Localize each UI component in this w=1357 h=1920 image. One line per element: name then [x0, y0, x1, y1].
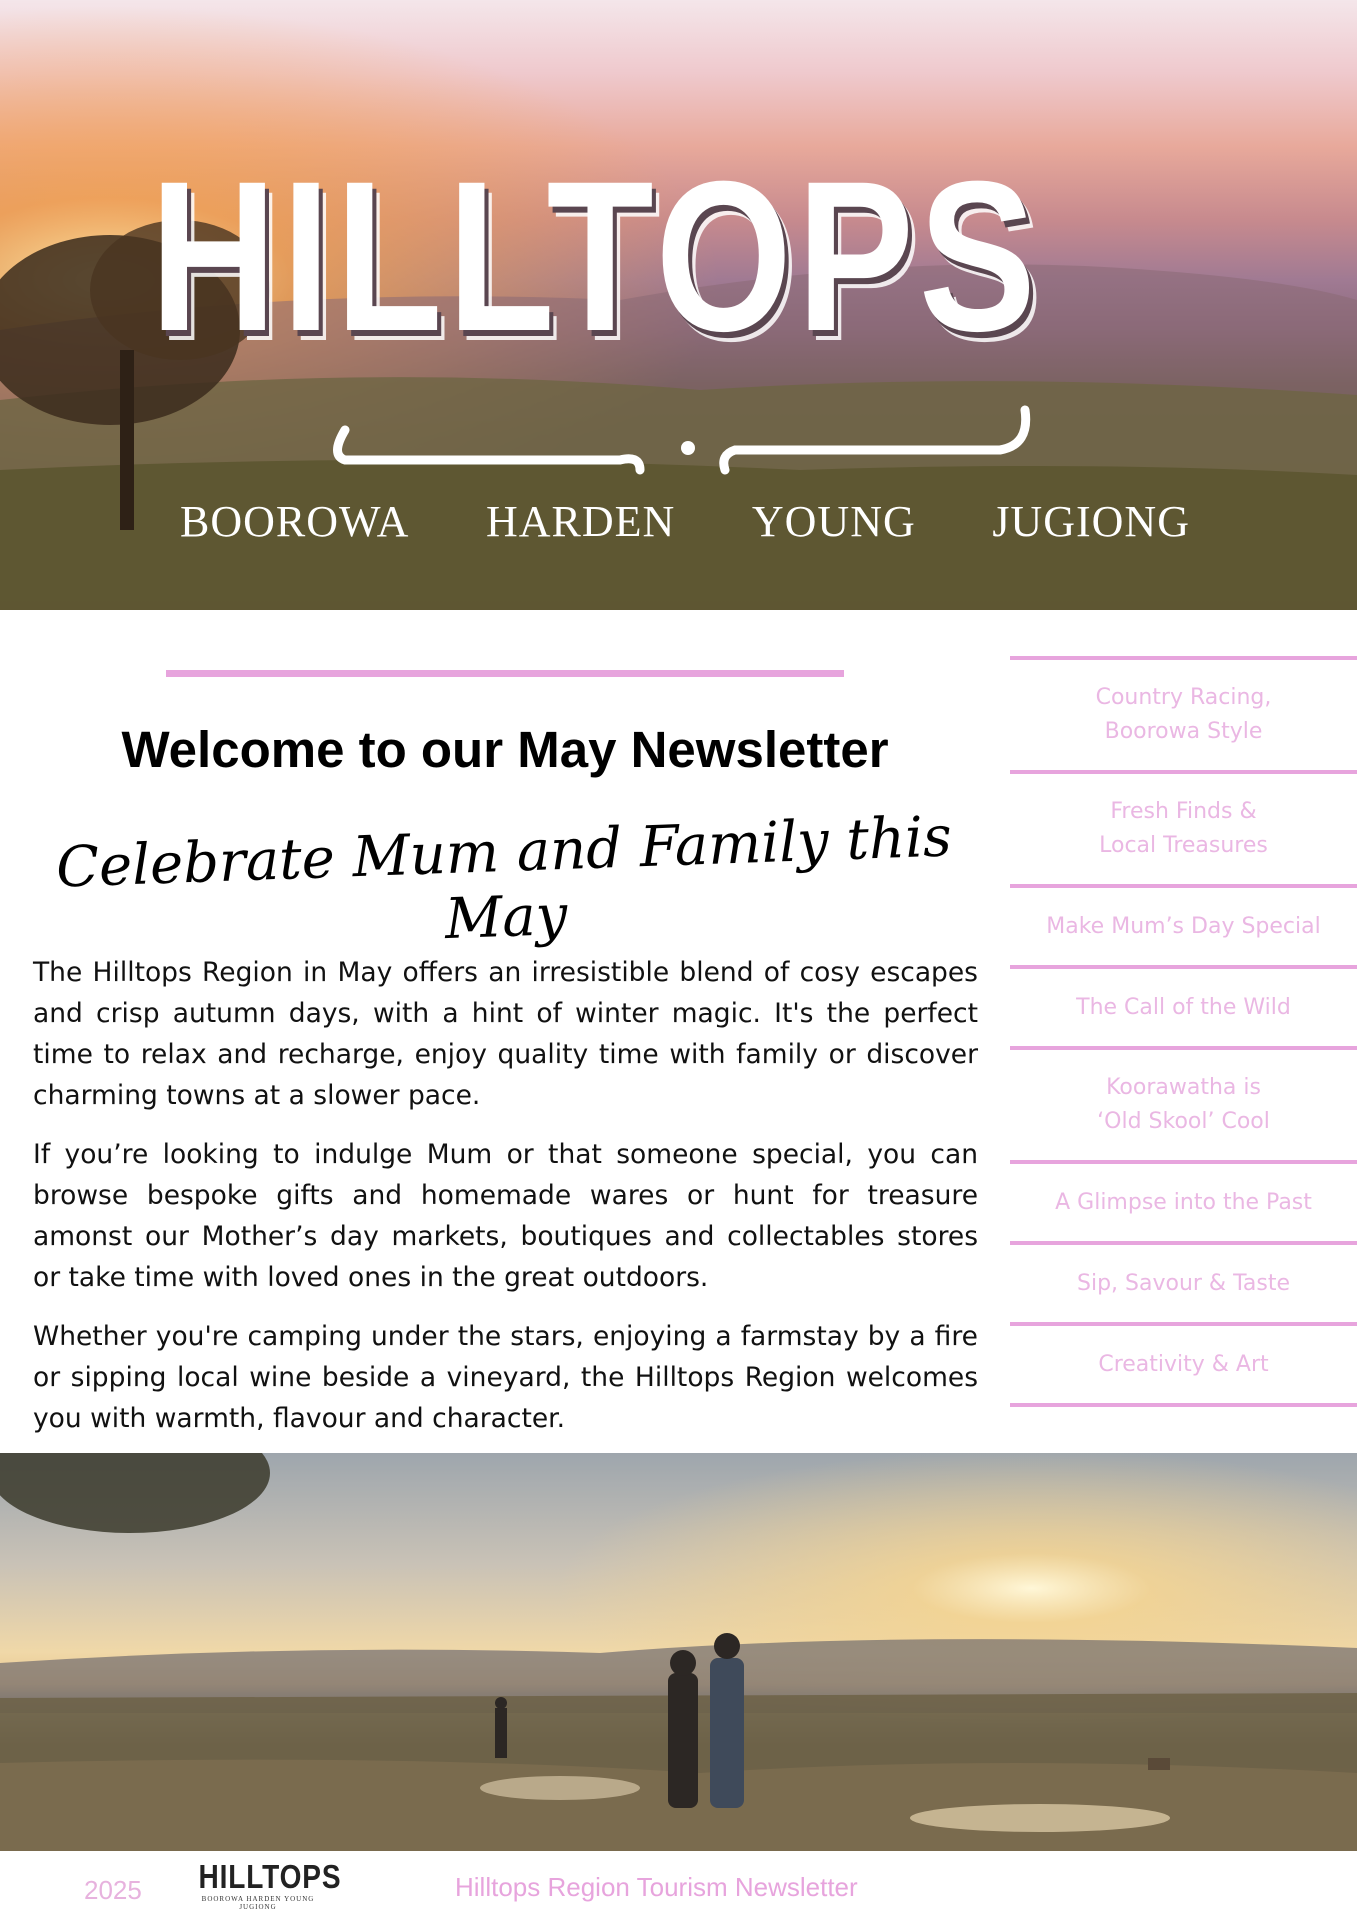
hero-banner: [0, 0, 1357, 610]
toc-item-fresh-finds[interactable]: Fresh Finds & Local Treasures: [1099, 799, 1268, 858]
intro-text: [33, 952, 978, 1457]
toc-item-call-of-the-wild[interactable]: The Call of the Wild: [1076, 994, 1291, 1020]
paragraph: The Hilltops Region in May offers an irresistible blend of cosy escapes and crisp autumn days, with a hint of winter magic. It's the perfect time to relax and recharge, enjoy quality time with family or discover charming towns at a slower pace.: [33, 957, 978, 1111]
logo-towns: BOOROWA HARDEN YOUNG JUGIONG: [201, 1895, 315, 1911]
sunset-landscape-image: [0, 1453, 1357, 1851]
hero-town-list: [180, 496, 1190, 547]
script-subtitle: Celebrate Mum and Family this May: [55, 804, 953, 953]
toc-item-glimpse-past[interactable]: A Glimpse into the Past: [1055, 1189, 1312, 1215]
footer-title: Hilltops Region Tourism Newsletter: [455, 1872, 858, 1902]
sunset-photo: [0, 1453, 1357, 1851]
paragraph: If you’re looking to indulge Mum or that someone special, you can browse bespoke gifts and homemade wares or hunt for treasure amonst our Mother’s day markets, boutiques and collectables stores or take time with loved ones in the great outdoors.: [33, 1139, 978, 1293]
page-footer: [0, 1851, 1357, 1920]
hero-title: HILLTOPS: [150, 137, 1041, 376]
contents-nav: [1010, 656, 1357, 1407]
town-harden: HARDEN: [486, 497, 676, 546]
heading-divider: [166, 670, 844, 677]
logo-wordmark: HILLTOPS: [198, 1858, 342, 1895]
toc-item-creativity-art[interactable]: Creativity & Art: [1098, 1351, 1269, 1377]
paragraph: Whether you're camping under the stars, enjoying a farmstay by a fire or sipping local wine beside a vineyard, the Hilltops Region welcomes you with warmth, flavour and character.: [33, 1321, 978, 1434]
town-boorowa: BOOROWA: [180, 497, 410, 546]
hilltops-logo: [188, 1858, 342, 1911]
toc-item-sip-savour[interactable]: Sip, Savour & Taste: [1077, 1270, 1290, 1296]
town-young: YOUNG: [751, 497, 916, 546]
toc-item-country-racing[interactable]: Country Racing, Boorowa Style: [1095, 685, 1272, 744]
footer-year: 2025: [84, 1875, 142, 1905]
toc-item-mums-day[interactable]: Make Mum’s Day Special: [1046, 913, 1321, 939]
toc-item-koorawatha[interactable]: Koorawatha is ‘Old Skool’ Cool: [1097, 1075, 1270, 1134]
page-title: Welcome to our May Newsletter: [121, 721, 889, 778]
divider: [1010, 1403, 1357, 1407]
town-jugiong: JUGIONG: [992, 497, 1190, 546]
